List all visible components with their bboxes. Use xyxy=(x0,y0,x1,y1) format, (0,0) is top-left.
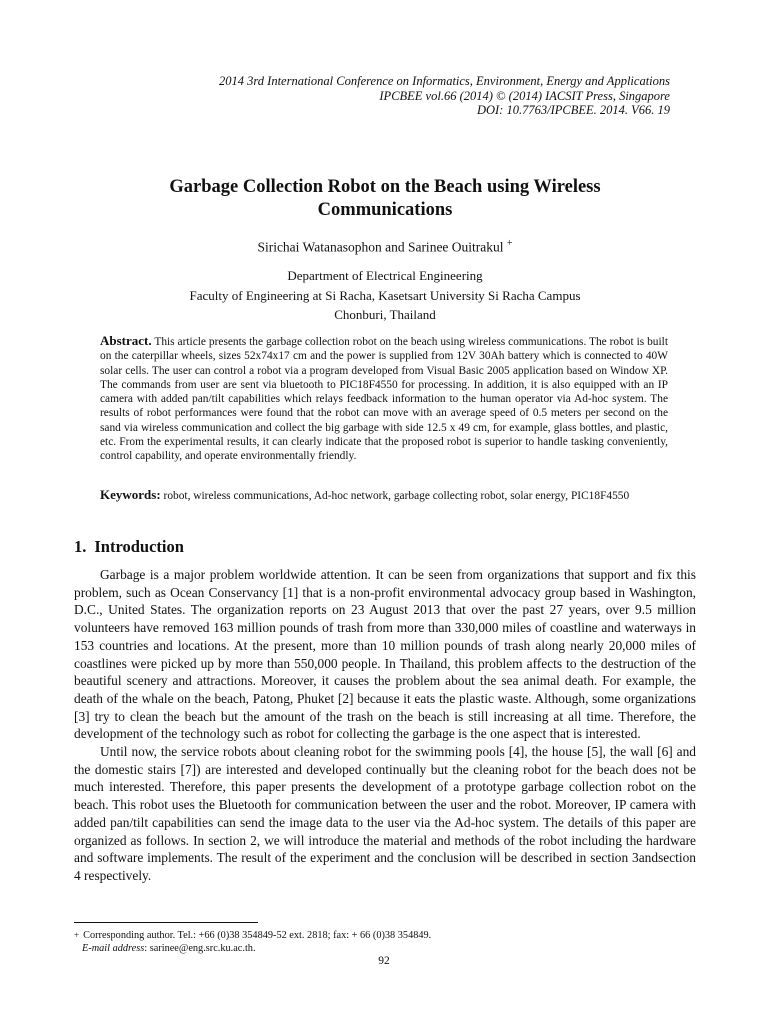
email-address: : sarinee@eng.src.ku.ac.th. xyxy=(144,943,256,954)
keywords-text: robot, wireless communications, Ad-hoc network, garbage collecting robot, solar energy, PIC18F4550 xyxy=(163,490,630,502)
title-line-2: Communications xyxy=(317,200,453,220)
affiliation-faculty: Faculty of Engineering at Si Racha, Kasetsart University Si Racha Campus xyxy=(189,287,581,303)
email-label: E-mail address xyxy=(82,943,145,954)
authors: Sirichai Watanasophon and Sarinee Ouitrakul xyxy=(257,239,504,255)
footnote-mark: + xyxy=(74,930,80,940)
footnote-line-1 xyxy=(74,929,674,942)
footnote-divider xyxy=(74,922,258,923)
author-list xyxy=(90,238,680,256)
footnote-text: Corresponding author. Tel.: +66 (0)38 354849-52 ext. 2818; fax: + 66 (0)38 354849. xyxy=(83,930,432,941)
introduction-body xyxy=(74,566,696,885)
abstract xyxy=(100,334,668,463)
abstract-text: This article presents the garbage collection robot on the beach using wireless communications. The robot is built on the caterpillar wheels, sizes 52x74x17 cm and the power is supplied from 12V 30Ah battery which is connected to 40W solar cells. The user can control a robot via a program developed from Visual Basic 2005 application based on Window XP. The commands from user are sent via bluetooth to PIC18F4550 for processing. In addition, it is also equipped with an IP camera with added pan/tilt capabilities which relays feedback information to the human operator via Ad-hoc system. The results of robot performances were found that the robot can move with an average speed of 0.5 meters per second on the sand via wireless communication and collect the big garbage with side 12.5 x 49 cm, for example, glass bottles, and plastic, etc. From the experimental results, it can clearly indicate that the proposed robot is superior to handle tasking conveniently, control capability, and operate environmentally friendly. xyxy=(100,336,668,462)
affiliation-location: Chonburi, Thailand xyxy=(334,307,436,322)
corresponding-author-mark: + xyxy=(506,238,513,249)
keywords-label: Keywords: xyxy=(100,487,161,502)
footnote xyxy=(74,929,674,955)
conference-header xyxy=(150,74,670,118)
page-number: 92 xyxy=(378,955,390,967)
section-title: Introduction xyxy=(94,537,184,556)
title-line-1: Garbage Collection Robot on the Beach using Wireless xyxy=(169,177,601,197)
footnote-line-2 xyxy=(74,942,674,955)
section-number: 1. xyxy=(74,537,87,556)
abstract-label: Abstract. xyxy=(100,333,152,348)
affiliation-department: Department of Electrical Engineering xyxy=(287,268,483,283)
paper-title xyxy=(90,176,680,222)
doi: DOI: 10.7763/IPCBEE. 2014. V66. 19 xyxy=(476,103,670,117)
keywords xyxy=(100,487,668,504)
affiliation xyxy=(90,266,680,325)
section-heading xyxy=(74,537,184,557)
journal-info: IPCBEE vol.66 (2014) © (2014) IACSIT Press, Singapore xyxy=(379,88,670,103)
paragraph: Garbage is a major problem worldwide attention. It can be seen from organizations that support and fix this problem, such as Ocean Conservancy [1] that is a non-profit environmental advocacy group based in Washington, D.C., United States. The organization reports on 23 August 2013 that over the past 27 years, over 9.5 million volunteers have removed 163 million pounds of trash from more than 330,000 miles of coastline and waterways in 153 countries and locations. At the present, more than 10 million pounds of trash along nearly 20,000 miles of coastlines were picked up by more than 550,000 people. In Thailand, this problem affects to the destruction of the beautiful scenery and attractions. Moreover, it causes the problem about the sea animal death. For example, the death of the whale on the beach, Patong, Phuket [2] because it eats the plastic waste. Although, some organizations [3] try to clean the beach but the amount of the trash on the beach is still increasing at all time. Therefore, the development of the technology such as robot for collecting the garbage is the one aspect that is interested. xyxy=(74,567,696,742)
conference-name: 2014 3rd International Conference on Informatics, Environment, Energy and Applications xyxy=(219,74,670,88)
paragraph: Until now, the service robots about cleaning robot for the swimming pools [4], the house [5], the wall [6] and the domestic stairs [7]) are interested and developed continually but the cleaning robot for the beach does not be much interested. Therefore, this paper presents the development of a prototype garbage collection robot on the beach. This robot uses the Bluetooth for communication between the user and the robot. Moreover, IP camera with added pan/tilt capabilities can send the image data to the user via the Ad-hoc system. The details of this paper are organized as follows. In section 2, we will introduce the material and methods of the robot including the hardware and software implements. The result of the experiment and the conclusion will be described in section 3andsection 4 respectively. xyxy=(74,744,696,883)
